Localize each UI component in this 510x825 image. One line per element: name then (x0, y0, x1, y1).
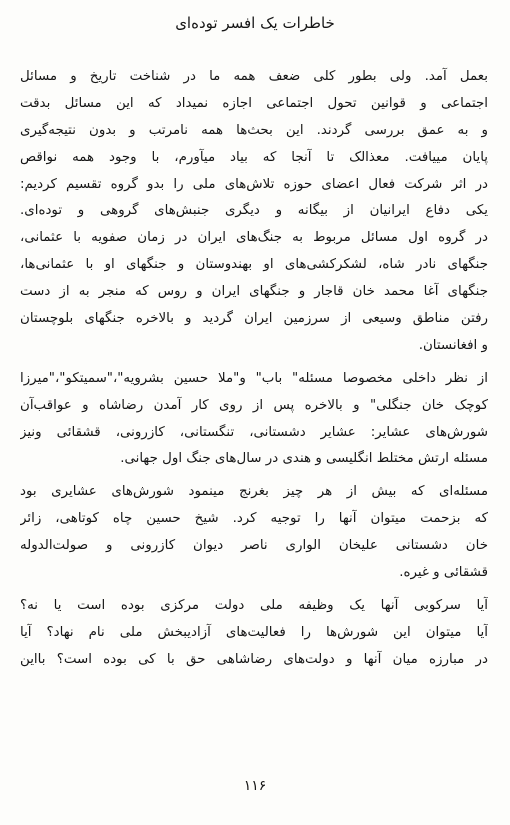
text-line: در مبارزه میان آنها و دولت‌های رضاشاهی حق با کی بوده است؟ بااین (20, 651, 488, 667)
paragraph (20, 593, 488, 674)
body-text (20, 64, 488, 674)
text-line: یکی دفاع ایرانیان از بیگانه و دیگری جنبش‌های گروهی و توده‌ای. (20, 203, 488, 219)
paragraph (20, 64, 488, 360)
text-line: آیا میتوان این شورش‌ها را فعالیت‌های آزادیبخش ملی نام نهاد؟ آیا (20, 624, 488, 640)
text-line: شورش‌های عشایر: عشایر دشستانی، تنگستانی، کازرونی، قشقائی و‌نیز (20, 424, 488, 440)
text-line: خان دشستانی علیخان الواری ناصر دیوان کازرونی و صولت‌الدوله (20, 538, 488, 554)
text-line: مسئله‌ای که بیش از هر چیز بغرنج مینمود شورش‌های عشایری بود (20, 484, 488, 500)
paragraph (20, 366, 488, 474)
text-line: در گروه اول مسائل مربوط به جنگ‌های ایران در زمان صفویه با عثمانی، (20, 230, 488, 246)
text-line: بعمل آمد. ولی بطور کلی ضعف همه ما در شناخت تاریخ و مسائل (20, 69, 488, 84)
text-line: قشقائی و غیره. (399, 565, 488, 581)
text-line: در اثر شرکت فعال اعضای حوزه تلاش‌های ملی را بدو گروه تقسیم کردیم: (20, 176, 488, 192)
text-line: کوچک خان جنگلی" و بالاخره پس از روی کار آمدن رضاشاه و عواقب‌آن (20, 397, 488, 413)
text-line: مسئله ارتش مختلط انگلیسی و هندی در سال‌های جنگ اول جهانی. (120, 451, 488, 467)
paragraph (20, 479, 488, 587)
text-line: جنگهای آغا محمد خان قاجار و جنگهای ایران و روس که منجر به از دست (20, 284, 488, 300)
running-header: خاطرات یک افسر توده‌ای (175, 14, 335, 32)
text-line: و افغانستان. (418, 337, 488, 353)
page-number: ۱۱۶ (243, 778, 267, 794)
text-line: رفتن مناطق وسیعی از سرزمین ایران گردید و بالاخره جنگهای بلوچستان (20, 311, 488, 327)
text-line: اجتماعی و قوانین تحول اجتماعی اجازه نمیداد که این مسائل بدقت (20, 95, 488, 111)
text-line: و به عمق بررسی گردند. این بحث‌ها همه نامرتب و بدون نتیجه‌گیری (20, 122, 488, 138)
text-line: جنگهای نادر شاه، لشکرکشی‌های او بهندوستان و جنگهای او با عثمانی‌ها، (20, 257, 488, 273)
text-line: آیا سرکوبی آنها یک وظیفه ملی دولت مرکزی بوده است یا نه؟ (20, 597, 488, 613)
text-line: پایان مییافت. معذالک تا آنجا که بیاد میآورم، با وجود همه نواقص (20, 149, 488, 165)
text-line: از نظر داخلی مخصوصا مسئله" باب" و"ملا حسین بشرویه"،"سمیتکو"،"میرزا (20, 370, 488, 386)
text-line: که بزحمت میتوان آنها را توجیه کرد. شیخ حسین چاه کوتاهی، زائر (20, 511, 488, 527)
